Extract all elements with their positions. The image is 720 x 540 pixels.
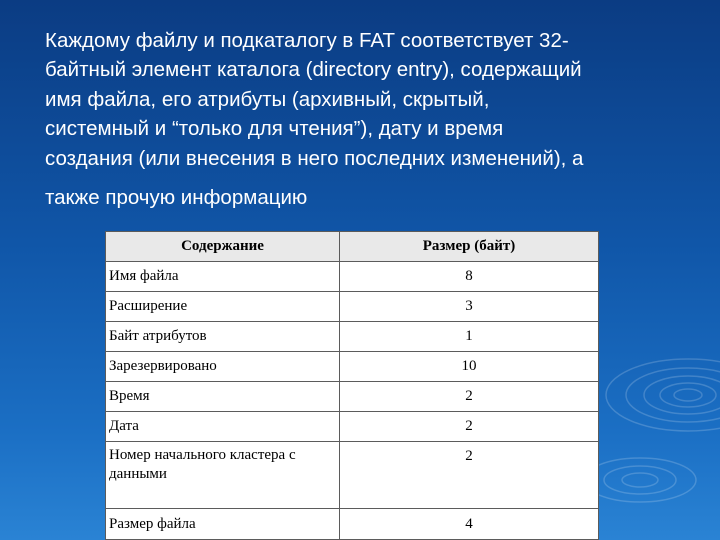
table-row	[106, 352, 599, 382]
table-row	[106, 412, 599, 442]
row-name: Имя файла	[106, 262, 340, 292]
row-size: 2	[340, 412, 599, 442]
row-size: 8	[340, 262, 599, 292]
row-size: 3	[340, 292, 599, 322]
table-header-row	[106, 232, 599, 262]
description-paragraph	[45, 26, 695, 212]
paragraph-line: создания (или внесения в него последних изменений), а	[45, 146, 584, 170]
paragraph-line: байтный элемент каталога (directory entry), содержащий	[45, 58, 582, 82]
table-row	[106, 322, 599, 352]
row-size: 1	[340, 322, 599, 352]
paragraph-line: имя файла, его атрибуты (архивный, скрытый,	[45, 87, 490, 111]
header-content: Содержание	[106, 232, 340, 262]
row-name: Время	[106, 382, 340, 412]
row-name: Зарезервировано	[106, 352, 340, 382]
row-size: 10	[340, 352, 599, 382]
row-name: Размер файла	[106, 509, 340, 540]
table-row	[106, 382, 599, 412]
row-size: 2	[340, 382, 599, 412]
header-size: Размер (байт)	[340, 232, 599, 262]
paragraph-line: системный и “только для чтения”), дату и время	[45, 117, 504, 141]
row-size: 4	[340, 509, 599, 540]
row-name: Байт атрибутов	[106, 322, 340, 352]
row-name: Расширение	[106, 292, 340, 322]
table-row	[106, 509, 599, 540]
paragraph-line: также прочую информацию	[45, 186, 308, 210]
row-size: 2	[340, 442, 599, 509]
row-name: Дата	[106, 412, 340, 442]
directory-entry-table	[105, 231, 599, 540]
paragraph-line: Каждому файлу и подкаталогу в FAT соответствует 32-	[45, 29, 569, 52]
table-row	[106, 262, 599, 292]
table-row	[106, 292, 599, 322]
table-row	[106, 442, 599, 509]
row-name: Номер начального кластера с данными	[106, 442, 340, 509]
